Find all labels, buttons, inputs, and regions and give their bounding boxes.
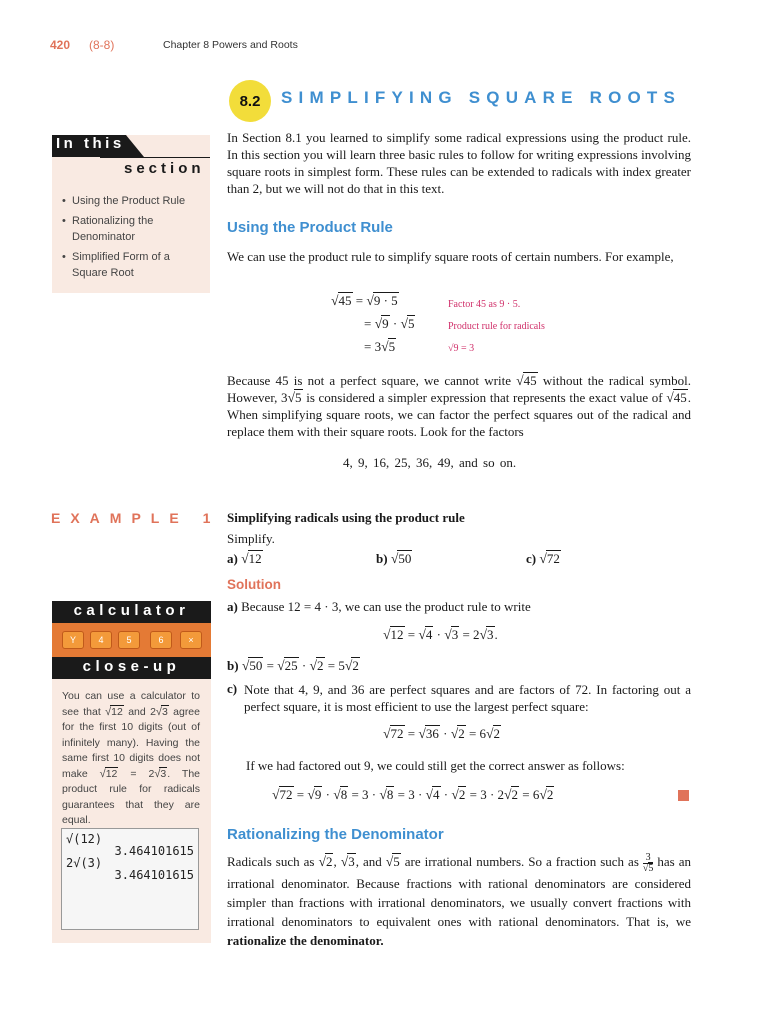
solution-b-equation: b) √50 = √25 · √2 = 5√2: [227, 658, 359, 673]
section-number-badge: 8.2: [229, 80, 271, 122]
solution-c-equation: √72 = √36 · √2 = 6√2: [383, 726, 501, 741]
screen-line: 3.464101615: [114, 868, 194, 882]
screen-line: √(12): [66, 832, 103, 846]
equation-line-1: √45 = √9 · 5: [331, 293, 398, 308]
solution-a-text: a) Because 12 = 4 · 3, we can use the product rule to write: [227, 599, 531, 614]
example-instruction: Simplify.: [227, 531, 275, 546]
screen-line: 2√(3): [66, 856, 103, 870]
example-part-c: c) √72: [526, 551, 560, 566]
solution-c-text: c) Note that 4, 9, and 36 are perfect squares and are factors of 72. In factoring out a perfect square, it is most efficient to use the largest perfect square:: [227, 681, 691, 714]
calculator-key: 6: [150, 631, 172, 649]
equation-note: Factor 45 as 9 · 5.: [448, 299, 521, 310]
intro-item: • Simplified Form of a Square Root: [62, 251, 170, 279]
example-label: EXAMPLE 1: [51, 510, 221, 526]
example-title: Simplifying radicals using the product rule: [227, 510, 465, 525]
solution-c-text-2: If we had factored out 9, we could still get the correct answer as follows:: [246, 758, 625, 773]
equation-line-2: = √9 · √5: [364, 316, 415, 331]
calculator-key: 5: [118, 631, 140, 649]
product-rule-paragraph-2: Because 45 is not a perfect square, we cannot write √45 without the radical symbol. However, 3√5 is considered a simpler expression that represents the exact value of √45. When simplifying square roots, we can factor the perfect squares out of the radical and replace them with their square roots. Look for the factors: [227, 373, 692, 439]
closeup-title: close-up: [82, 658, 181, 675]
intro-item: • Rationalizing the Denominator: [62, 215, 154, 243]
intro-divider: [100, 157, 210, 158]
equation-note: √9 = 3: [448, 343, 475, 354]
calculator-title: calculator: [73, 602, 190, 619]
section-title: SIMPLIFYING SQUARE ROOTS: [281, 88, 682, 107]
calculator-closeup-text: You can use a calculator to see that √12 and 2√3 agree for the first 10 digits (out of infinitely many). Having the same first 10 digits does not make √12 = 2√3. The product rule for radicals guarantees that they are equal.: [62, 690, 200, 826]
calculator-key: 4: [90, 631, 112, 649]
solution-a-equation: √12 = √4 · √3 = 2√3.: [383, 627, 498, 642]
calculator-screen: [61, 828, 199, 930]
calculator-key: ×: [180, 631, 202, 649]
chapter-title: Chapter 8 Powers and Roots: [163, 39, 298, 51]
page-subnumber: (8-8): [89, 38, 115, 52]
product-rule-paragraph: We can use the product rule to simplify square roots of certain numbers. For example,: [227, 249, 674, 264]
intro-item: • Using the Product Rule: [62, 195, 186, 207]
calculator-key: Y: [62, 631, 84, 649]
equation-line-3: = 3√5: [364, 339, 396, 354]
example-part-b: b) √50: [376, 551, 412, 566]
heading-rationalize: Rationalizing the Denominator: [227, 826, 444, 843]
screen-line: 3.464101615: [114, 844, 194, 858]
calculator-keys-strip: [52, 623, 211, 657]
intro-title-line1: In this: [56, 135, 125, 152]
rationalize-paragraph: Radicals such as √2, √3, and √5 are irrational numbers. So a fraction such as $\frac{3}{√5}$ has an irrational denominator. Because fractions with rational denominators are considered simpler than fractions with irrational denominators, we usually convert fractions with irrational denominators to equivalent ones with rational denominators. That is, we rationalize the denominator.: [227, 851, 691, 948]
solution-heading: Solution: [227, 577, 281, 592]
intro-title-line2: section: [124, 160, 205, 177]
solution-c-equation-2: √72 = √9 · √8 = 3 · √8 = 3 · √4 · √2 = 3 · 2√2 = 6√2: [272, 787, 554, 802]
example-part-a: a) √12: [227, 551, 262, 566]
intro-paragraph: In Section 8.1 you learned to simplify some radical expressions using the product rule. In this section you will learn three basic rules to follow for writing expressions involving square roots in simplest form. These rules can be extended to radicals with index greater than 2, but we will not do that in this text.: [227, 130, 691, 196]
perfect-squares-list: 4, 9, 16, 25, 36, 49, and so on.: [343, 455, 517, 470]
equation-note: Product rule for radicals: [448, 321, 545, 332]
heading-product-rule: Using the Product Rule: [227, 219, 393, 236]
page-number: 420: [50, 38, 71, 52]
end-of-example-marker: [678, 790, 689, 801]
